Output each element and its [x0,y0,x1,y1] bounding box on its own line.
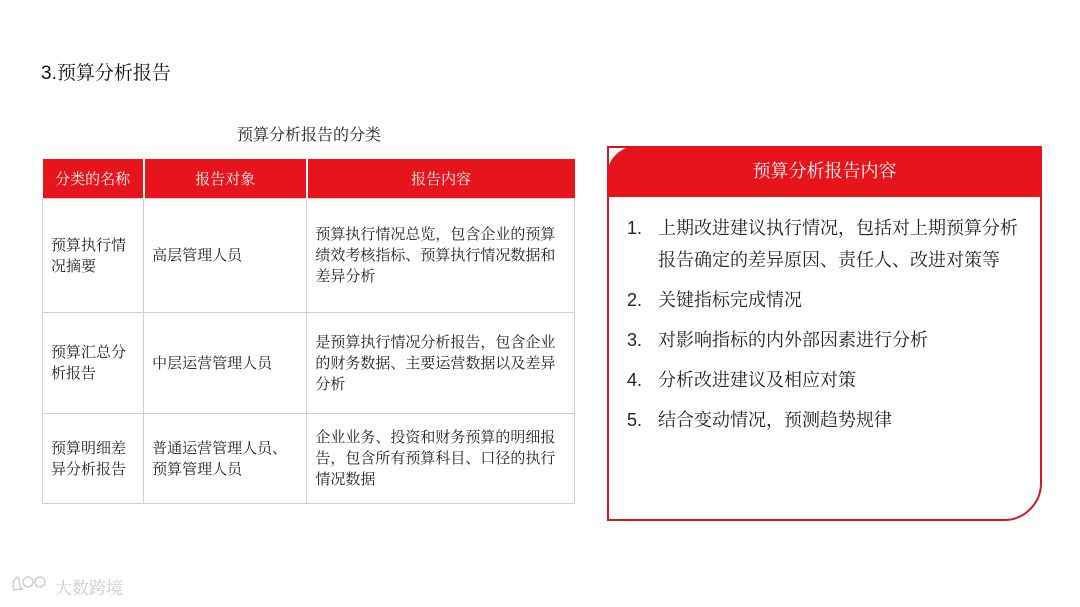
table-row [43,199,575,313]
report-content-panel [607,146,1040,519]
panel-title: 预算分析报告内容 [607,146,1042,197]
table-caption: 预算分析报告的分类 [237,127,382,144]
list-item-text: 对影响指标的内外部因素进行分析 [658,330,928,350]
cell-content: 是预算执行情况分析报告，包含企业的财务数据、主要运营数据以及差异分析 [307,313,575,414]
cell-category-name: 预算执行情况摘要 [43,199,144,313]
list-item-number: 1. [627,218,643,238]
cell-audience: 中层运营管理人员 [144,313,307,414]
cell-category-name: 预算汇总分析报告 [43,313,144,414]
cell-content: 企业业务、投资和财务预算的明细报告，包含所有预算科目、口径的执行情况数据 [307,414,575,504]
watermark [10,573,123,600]
list-item [627,284,1027,316]
list-item [627,364,1027,396]
panel-list [627,212,1027,444]
list-item-text: 上期改进建议执行情况，包括对上期预算分析报告确定的差异原因、责任人、改进对策等 [658,218,1018,270]
list-item-number: 4. [627,370,643,390]
cell-category-name: 预算明细差异分析报告 [43,414,144,504]
watermark-text: 大数跨境 [55,579,123,598]
list-item [627,324,1027,356]
list-item [627,212,1027,276]
header-content: 报告内容 [307,159,575,199]
list-item-number: 3. [627,330,643,350]
table-row [43,313,575,414]
list-item-text: 分析改进建议及相应对策 [658,370,856,390]
header-category-name: 分类的名称 [43,159,144,199]
table-header-row [43,159,575,199]
list-item-text: 关键指标完成情况 [658,290,802,310]
brand-logo-icon [10,573,50,600]
classification-table [42,159,575,504]
table-row [43,414,575,504]
list-item-number: 5. [627,410,643,430]
list-item [627,404,1027,436]
cell-audience: 普通运营管理人员、预算管理人员 [144,414,307,504]
list-item-text: 结合变动情况，预测趋势规律 [658,410,892,430]
list-item-number: 2. [627,290,643,310]
slide-title: 3.预算分析报告 [41,63,171,84]
header-audience: 报告对象 [144,159,307,199]
cell-content: 预算执行情况总览，包含企业的预算绩效考核指标、预算执行情况数据和差异分析 [307,199,575,313]
cell-audience: 高层管理人员 [144,199,307,313]
